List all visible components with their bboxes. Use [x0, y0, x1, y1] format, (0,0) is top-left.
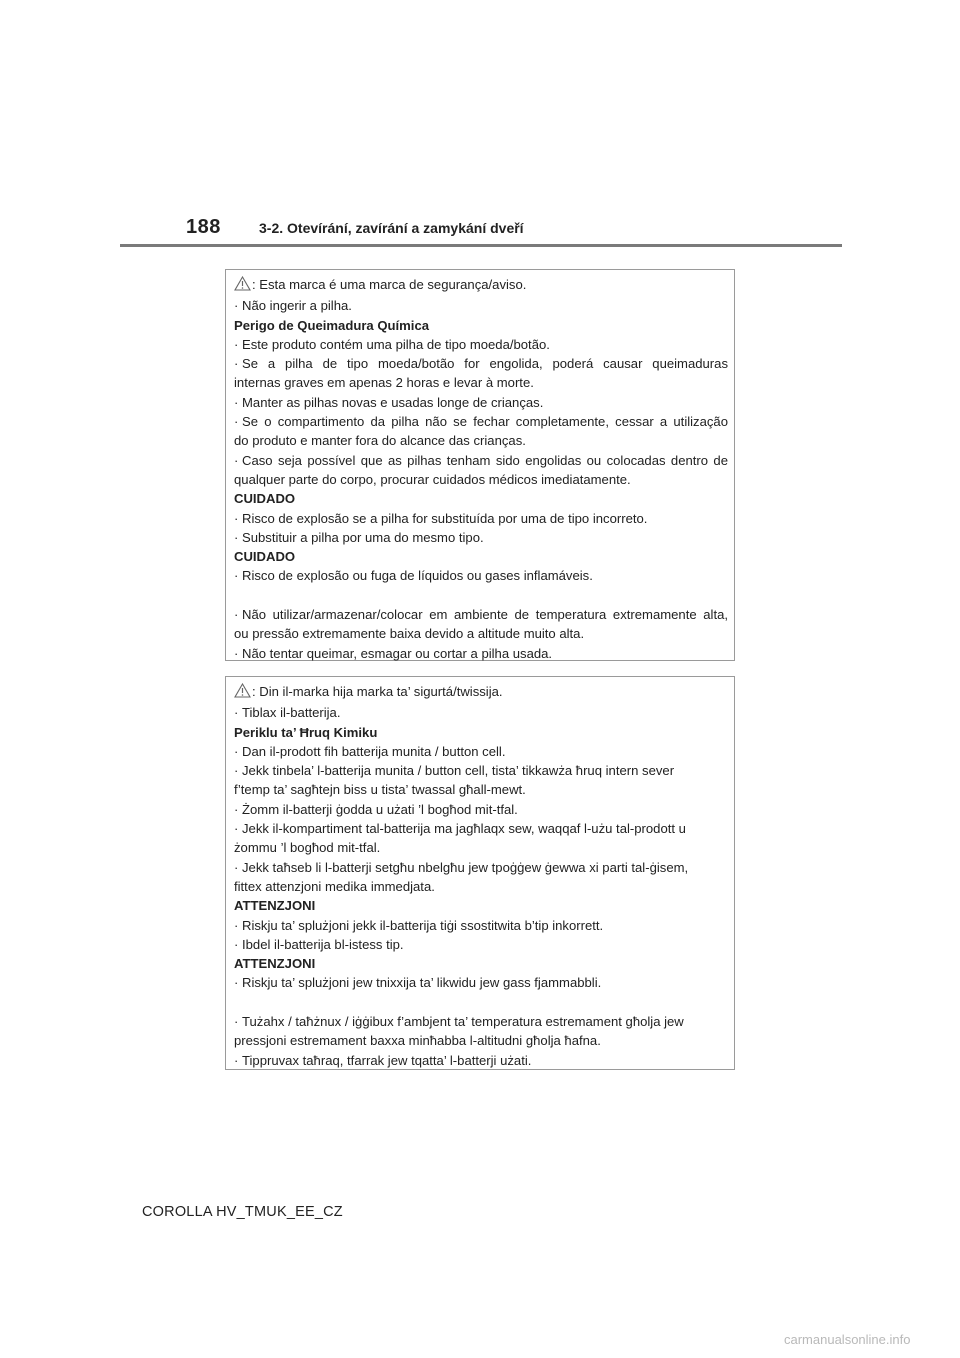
continuation-line	[234, 838, 728, 857]
line-text: Dan il-prodott fih batterija munita / button cell.	[242, 743, 506, 759]
line-text: Żomm il-batterji ġodda u użati ’l bogħod mit-tfal.	[242, 801, 518, 817]
subheading	[234, 954, 728, 973]
bullet-icon: ·	[234, 298, 239, 314]
bullet-icon: ·	[234, 1014, 239, 1030]
warning-line	[234, 275, 728, 296]
bullet-icon: ·	[234, 821, 239, 837]
bullet-item	[234, 528, 728, 547]
bullet-icon: ·	[234, 356, 239, 372]
bullet-item	[234, 393, 728, 412]
bullet-icon: ·	[234, 801, 239, 817]
line-text: Perigo de Queimadura Química	[234, 317, 430, 333]
line-text: fittex attenzjoni medika immedjata.	[234, 878, 435, 894]
bullet-icon: ·	[234, 510, 239, 526]
page-number: 188	[186, 216, 221, 238]
continuation-line	[234, 624, 728, 643]
line-text: Manter as pilhas novas e usadas longe de crianças.	[242, 394, 544, 410]
bullet-item	[234, 703, 728, 722]
line-text: Jekk taħseb li l-batterji setgħu nbelgħu jew tpoġġew ġewwa xi parti tal-ġisem,	[242, 859, 689, 875]
line-text: Se o compartimento da pilha não se fechar completamente, cessar a utilização	[242, 414, 728, 430]
watermark: carmanualsonline.info	[784, 1332, 911, 1347]
line-text: internas graves em apenas 2 horas e levar à morte.	[234, 375, 534, 391]
continuation-line	[234, 780, 728, 799]
line-text: Caso seja possível que as pilhas tenham sido engolidas ou colocadas dentro de	[242, 452, 728, 468]
line-text: ATTENZJONI	[234, 898, 316, 914]
section-title: 3-2. Otevírání, zavírání a zamykání dveří	[259, 220, 524, 236]
line-text: pressjoni estremament baxxa minħabba l-altitudni għolja ħafna.	[234, 1033, 601, 1049]
bullet-icon: ·	[234, 336, 239, 352]
bullet-icon: ·	[234, 607, 239, 623]
footer-model-code: COROLLA HV_TMUK_EE_CZ	[142, 1204, 343, 1220]
line-text: Substituir a pilha por uma do mesmo tipo.	[242, 529, 484, 545]
warning-triangle-icon	[234, 276, 251, 296]
bullet-item	[234, 644, 728, 663]
line-text: Tużahx / taħżnux / iġġibux f’ambjent ta’ temperatura estremament għolja jew	[242, 1014, 684, 1030]
bullet-item	[234, 451, 728, 470]
bullet-item	[234, 858, 728, 877]
header-rule	[120, 244, 842, 247]
continuation-line	[234, 1031, 728, 1050]
line-text: f’temp ta’ sagħtejn biss u tista’ twassal għall-mewt.	[234, 782, 526, 798]
line-text: Jekk il-kompartiment tal-batterija ma jagħlaqx sew, waqqaf l-użu tal-prodott u	[242, 821, 686, 837]
line-text: CUIDADO	[234, 491, 296, 507]
bullet-icon: ·	[234, 936, 239, 952]
bullet-item	[234, 412, 728, 431]
bullet-icon: ·	[234, 452, 239, 468]
blank-line	[234, 993, 728, 1012]
bullet-icon: ·	[234, 645, 239, 661]
continuation-line	[234, 877, 728, 896]
line-text: Riskju ta’ splużjoni jekk il-batterija tiġi ssostitwita b’tip inkorrett.	[242, 917, 604, 933]
line-text: Jekk tinbela’ l-batterija munita / button cell, tista’ tikkawża ħruq intern sever	[242, 763, 675, 779]
line-text: ATTENZJONI	[234, 956, 316, 972]
bullet-item	[234, 1012, 728, 1031]
bullet-item	[234, 354, 728, 373]
bullet-icon: ·	[234, 763, 239, 779]
safety-panel-maltese	[225, 676, 735, 1070]
bullet-icon: ·	[234, 1052, 239, 1068]
bullet-icon: ·	[234, 705, 239, 721]
bullet-item	[234, 1051, 728, 1070]
line-text: Tiblax il-batterija.	[242, 705, 341, 721]
bullet-icon: ·	[234, 743, 239, 759]
line-text: Riskju ta’ splużjoni jew tnixxija ta’ likwidu jew gass fjammabbli.	[242, 975, 602, 991]
bullet-item	[234, 935, 728, 954]
continuation-line	[234, 431, 728, 450]
subheading	[234, 316, 728, 335]
subheading	[234, 896, 728, 915]
line-text: Tippruvax taħraq, tfarrak jew tqatta’ l-batterji użati.	[242, 1052, 532, 1068]
bullet-item	[234, 800, 728, 819]
line-text: Não ingerir a pilha.	[242, 298, 352, 314]
warning-triangle-icon	[234, 683, 251, 703]
subheading	[234, 547, 728, 566]
bullet-item	[234, 296, 728, 315]
line-text: żommu ’l bogħod mit-tfal.	[234, 840, 381, 856]
continuation-line	[234, 470, 728, 489]
line-text: Não utilizar/armazenar/colocar em ambiente de temperatura extremamente alta,	[242, 607, 728, 623]
panel-lines	[234, 296, 728, 663]
safety-panel-portuguese	[225, 269, 735, 661]
bullet-item	[234, 973, 728, 992]
bullet-item	[234, 761, 728, 780]
bullet-icon: ·	[234, 859, 239, 875]
blank-line	[234, 586, 728, 605]
line-text: Este produto contém uma pilha de tipo moeda/botão.	[242, 336, 550, 352]
bullet-icon: ·	[234, 394, 239, 410]
line-text: ou pressão extremamente baixa devido a altitude muito alta.	[234, 626, 585, 642]
bullet-icon: ·	[234, 568, 239, 584]
bullet-item	[234, 742, 728, 761]
line-text: Risco de explosão ou fuga de líquidos ou gases inflamáveis.	[242, 568, 593, 584]
bullet-item	[234, 566, 728, 585]
subheading	[234, 723, 728, 742]
continuation-line	[234, 373, 728, 392]
line-text: Não tentar queimar, esmagar ou cortar a pilha usada.	[242, 645, 553, 661]
line-text: Ibdel il-batterija bl-istess tip.	[242, 936, 404, 952]
line-text: Periklu ta’ Ħruq Kimiku	[234, 724, 378, 740]
bullet-item	[234, 605, 728, 624]
line-text: do produto e manter fora do alcance das crianças.	[234, 433, 526, 449]
bullet-icon: ·	[234, 414, 239, 430]
line-text: CUIDADO	[234, 549, 296, 565]
panel-lines	[234, 703, 728, 1070]
bullet-item	[234, 335, 728, 354]
warning-text: : Esta marca é uma marca de segurança/aviso.	[252, 277, 527, 292]
warning-line	[234, 682, 728, 703]
bullet-icon: ·	[234, 917, 239, 933]
bullet-item	[234, 509, 728, 528]
bullet-item	[234, 819, 728, 838]
bullet-icon: ·	[234, 975, 239, 991]
line-text: Se a pilha de tipo moeda/botão for engolida, poderá causar queimaduras	[242, 356, 728, 372]
bullet-icon: ·	[234, 529, 239, 545]
warning-text: : Din il-marka hija marka ta’ sigurtá/twissija.	[252, 684, 503, 699]
line-text: Risco de explosão se a pilha for substituída por uma de tipo incorreto.	[242, 510, 648, 526]
line-text: qualquer parte do corpo, procurar cuidados médicos imediatamente.	[234, 471, 631, 487]
bullet-item	[234, 916, 728, 935]
subheading	[234, 489, 728, 508]
